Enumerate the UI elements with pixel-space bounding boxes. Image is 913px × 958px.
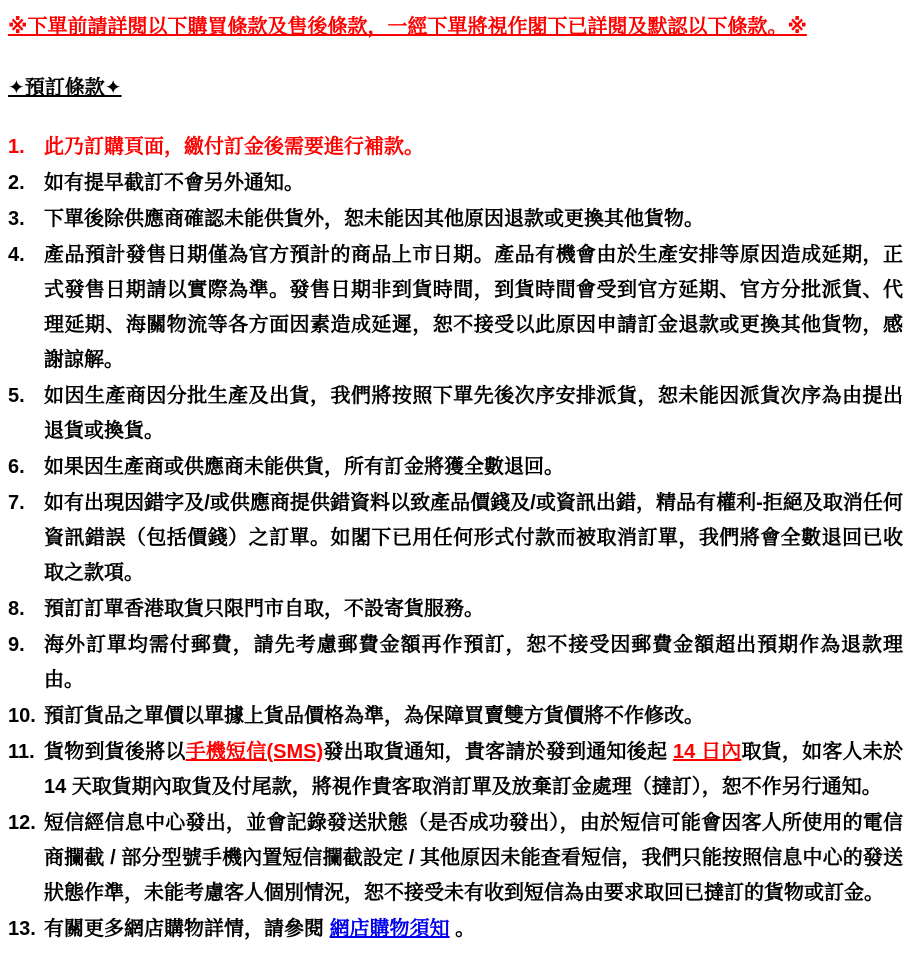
term-text: 預訂貨品之單價以單據上貨品價格為準，為保障買賣雙方貨價將不作修改。	[44, 705, 704, 727]
term-segment: 發出取貨通知，貴客請於發到通知後起	[323, 741, 673, 763]
term-text: 海外訂單均需付郵費，請先考慮郵費金額再作預訂，恕不接受因郵費金額超出預期作為退款理由。	[44, 634, 903, 691]
term-item-7	[8, 486, 903, 591]
terms-list	[8, 130, 903, 947]
term-number: 10.	[8, 705, 36, 727]
term-text: 下單後除供應商確認未能供貨外，恕未能因其他原因退款或更換其他貨物。	[44, 208, 704, 230]
term-segment: 取貨，如客人未於14 天取貨期內取貨及付尾款，將視作貴客取消訂單及放棄訂金處理（撻訂），恕不作另行通知。	[44, 741, 904, 798]
term-item-11	[8, 735, 903, 805]
term-text: 如果因生產商或供應商未能供貨，所有訂金將獲全數退回。	[44, 456, 564, 478]
term-item-2	[8, 166, 903, 201]
term-text: 短信經信息中心發出，並會記錄發送狀態（是否成功發出），由於短信可能會因客人所使用的電信商攔截 / 部分型號手機內置短信攔截設定 / 其他原因未能查看短信，我們只能按照信息中心的發送狀態作準，未能考慮客人個別情況，恕不接受未有收到短信為由要求取回已撻訂的貨物或訂金。	[44, 812, 903, 904]
term-segment: 有關更多網店購物詳情，請參閱	[44, 918, 330, 940]
term-text: 預訂訂單香港取貨只限門市自取，不設寄貨服務。	[44, 598, 484, 620]
term-text	[44, 912, 903, 947]
term-text: 如因生產商因分批生產及出貨，我們將按照下單先後次序安排派貨，恕未能因派貨次序為由提出退貨或換貨。	[44, 385, 903, 442]
term-number: 8.	[8, 598, 25, 620]
term-number: 4.	[8, 244, 25, 266]
term-item-10	[8, 699, 903, 734]
term-number: 6.	[8, 456, 25, 478]
term-item-4	[8, 238, 903, 378]
term-number: 9.	[8, 634, 25, 656]
term-number: 2.	[8, 172, 25, 194]
sms-highlight: 手機短信(SMS)	[185, 741, 324, 763]
term-number: 1.	[8, 136, 25, 158]
pre-order-notice: ※下單前請詳閱以下購買條款及售後條款，一經下單將視作閣下已詳閱及默認以下條款。※	[8, 16, 807, 38]
term-text: 產品預計發售日期僅為官方預計的商品上市日期。產品有機會由於生產安排等原因造成延期，正式發售日期請以實際為準。發售日期非到貨時間，到貨時間會受到官方延期、官方分批派貨、代理延期、海關物流等各方面因素造成延遲，恕不接受以此原因申請訂金退款或更換其他貨物，感謝諒解。	[44, 244, 903, 371]
term-segment: 。	[449, 918, 476, 940]
term-segment: 貨物到貨後將以	[44, 741, 186, 763]
term-number: 12.	[8, 812, 36, 834]
term-item-13	[8, 912, 903, 947]
term-number: 7.	[8, 492, 25, 514]
deadline-highlight: 14 日內	[672, 741, 742, 763]
term-item-9	[8, 628, 903, 698]
term-text: 如有出現因錯字及/或供應商提供錯資料以致產品價錢及/或資訊出錯，精品有權利-拒絕及取消任何資訊錯誤（包括價錢）之訂單。如閣下已用任何形式付款而被取消訂單，我們將會全數退回已收取之款項。	[44, 492, 903, 584]
term-item-6	[8, 450, 903, 485]
term-text	[44, 735, 903, 805]
term-item-8	[8, 592, 903, 627]
term-item-1	[8, 130, 903, 165]
term-number: 5.	[8, 385, 25, 407]
term-item-12	[8, 806, 903, 911]
section-title: ✦預訂條款✦	[8, 77, 122, 99]
term-item-5	[8, 379, 903, 449]
term-number: 13.	[8, 918, 36, 940]
term-text: 如有提早截訂不會另外通知。	[44, 172, 304, 194]
term-number: 11.	[8, 741, 35, 763]
term-number: 3.	[8, 208, 25, 230]
shop-guide-link[interactable]: 網店購物須知	[329, 918, 450, 940]
term-text: 此乃訂購頁面，繳付訂金後需要進行補款。	[44, 136, 424, 158]
term-item-3	[8, 202, 903, 237]
